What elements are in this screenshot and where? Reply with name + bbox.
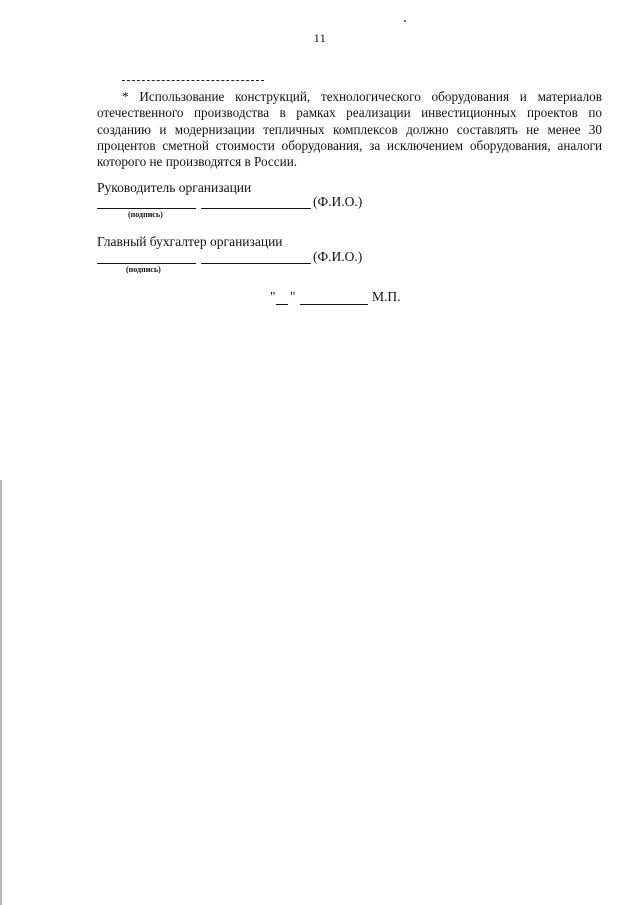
role-label-director: Руководитель организации	[97, 180, 252, 195]
page-number: 11	[313, 31, 327, 45]
month-blank	[300, 304, 368, 305]
stamp-label: М.П.	[372, 289, 401, 304]
fio-label-director: (Ф.И.О.)	[313, 194, 363, 209]
name-line-director	[201, 208, 311, 209]
signature-caption-director: (подпись)	[128, 210, 163, 219]
scan-speck	[404, 20, 406, 22]
name-line-accountant	[201, 263, 311, 264]
signature-line-accountant	[97, 263, 196, 264]
date-stamp-row	[270, 289, 440, 307]
footnote-text: * Использование конструкций, технологического оборудования и материалов отечественного производства в рамках реализации инвестиционных проектов по созданию и модернизации тепличных комплексов должно составлять не менее 30 процентов сметной стоимости оборудования, за исключением оборудования, аналоги которого не производятся в России.	[97, 89, 602, 170]
role-label-accountant: Главный бухгалтер организации	[97, 234, 283, 249]
footnote-separator	[122, 80, 264, 81]
date-close-quote: "	[290, 289, 296, 304]
scan-edge	[0, 0, 2, 905]
day-blank	[276, 304, 288, 305]
signature-line-director	[97, 208, 196, 209]
date-open-quote: "	[270, 289, 276, 304]
fio-label-accountant: (Ф.И.О.)	[313, 249, 363, 264]
signature-caption-accountant: (подпись)	[126, 265, 161, 274]
